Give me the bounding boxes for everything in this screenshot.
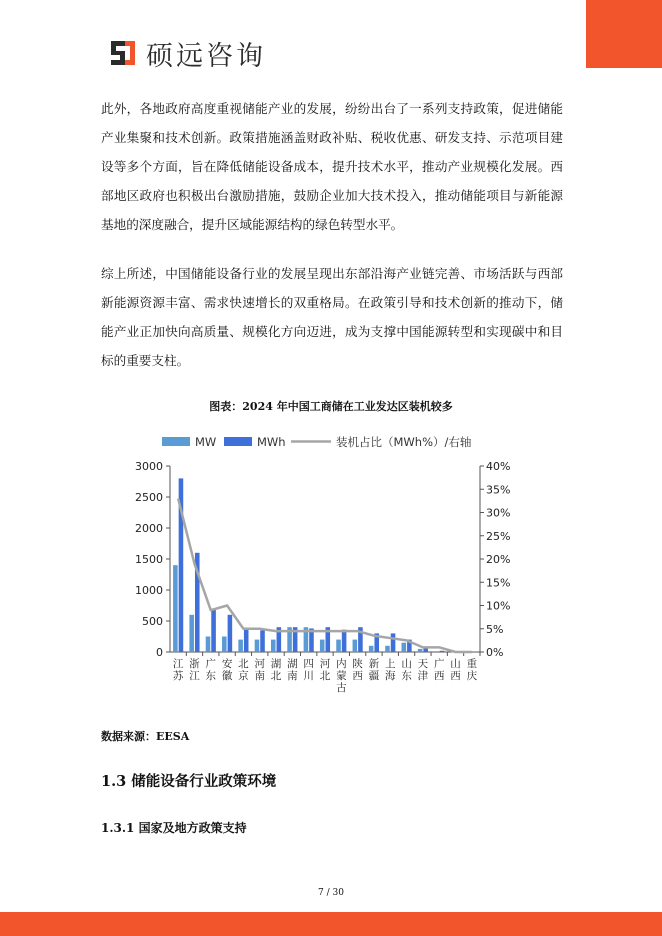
bar-mw-湖北 [271,640,276,652]
bar-mw-陕西 [353,640,358,652]
bar-mw-广东 [206,637,211,653]
body-paragraph-2: 综上所述，中国储能设备行业的发展呈现出东部沿海产业链完善、市场活跃与西部新能源资源丰富、需求快速增长的双重格局。在政策引导和技术创新的推动下，储能产业正加快向高质量、规模化方向迈进，成为支撑中国能源转型和实现碳中和目标的重要支柱。 [101,266,563,368]
body-paragraph-1: 此外，各地政府高度重视储能产业的发展，纷纷出台了一系列支持政策，促进储能产业集聚和技术创新。政策措施涵盖财政补贴、税收优惠、研发支持、示范项目建设等多个方面，旨在降低储能设备成本，提升技术水平，推动产业规模化发展。西部地区政府也积极出台激励措施，鼓励企业加大技术投入，推动储能项目与新能源基地的深度融合，提升区域能源结构的绿色转型水平。 [101,101,563,232]
x-tick-label-安徽: 安徽 [221,658,233,682]
bar-mwh-上海 [391,633,396,652]
x-tick-label-天津: 天津 [417,658,429,682]
legend-label-share: 装机占比（MWh%）/右轴 [336,435,472,449]
x-tick-label-广东: 广东 [205,658,217,682]
bar-mw-浙江 [189,615,194,652]
x-tick-label-湖北: 湖北 [270,658,282,682]
share-line [178,499,472,652]
x-tick-label-陕西: 陕西 [352,658,363,682]
bar-mw-安徽 [222,637,227,653]
x-tick-label-山西: 山西 [450,658,461,682]
bar-mwh-安徽 [228,615,233,652]
x-tick-label-广西: 广西 [433,658,445,682]
y-tick-label-left: 1000 [135,584,163,597]
bar-mw-北京 [238,640,243,652]
source-note: 数据来源：EESA [101,730,190,743]
y-tick-label-right: 35% [486,483,511,497]
page-number: 7 / 30 [318,888,344,898]
bar-mw-江苏 [173,565,178,652]
header-accent-block [586,0,662,68]
y-tick-label-right: 5% [486,622,504,636]
x-tick-label-四川: 四川 [303,658,314,682]
legend-label-mwh: MWh [257,435,286,449]
y-tick-label-right: 30% [486,506,511,520]
x-tick-label-河北: 河北 [319,658,331,682]
y-tick-label-left: 2500 [135,491,163,504]
x-tick-label-内蒙古: 内蒙古 [336,658,347,694]
chart-caption: 图表：2024 年中国工商储在工业发达区装机较多 [209,400,453,413]
brand-name: 硕远咨询 [146,40,266,72]
y-tick-label-left: 3000 [135,460,163,473]
y-tick-label-left: 2000 [135,522,163,535]
subsection-heading: 1.3.1 国家及地方政策支持 [101,821,247,835]
x-tick-label-上海: 上海 [385,658,396,682]
bar-mwh-内蒙古 [342,630,347,652]
bar-mw-新疆 [369,646,374,652]
bar-mwh-广西 [440,651,445,652]
y-tick-label-right: 15% [486,576,511,590]
y-tick-label-left: 0 [156,646,163,659]
y-tick-label-left: 500 [142,615,163,628]
bar-mw-河北 [320,640,325,652]
legend-swatch-mw [162,437,190,446]
section-heading: 1.3 储能设备行业政策环境 [101,773,277,790]
x-tick-label-湖南: 湖南 [287,658,298,682]
brand-mark-icon [108,38,138,68]
y-tick-label-right: 0% [486,646,504,659]
x-tick-label-山东: 山东 [401,658,412,682]
legend-label-mw: MW [195,435,217,449]
bar-mw-内蒙古 [336,640,341,652]
y-tick-label-right: 40% [486,460,511,473]
y-tick-label-right: 25% [486,529,511,543]
bar-mw-山东 [402,643,407,652]
bar-mwh-广东 [211,609,216,652]
x-tick-label-重庆: 重庆 [466,658,478,682]
bar-mwh-天津 [423,648,428,652]
installation-bar-chart [130,428,511,718]
x-tick-label-浙江: 浙江 [189,658,200,682]
bar-mw-天津 [418,649,423,652]
y-tick-label-right: 10% [486,599,511,613]
bar-mwh-河南 [260,630,265,652]
y-tick-label-left: 1500 [135,553,163,566]
x-tick-label-江苏: 江苏 [172,658,184,682]
x-tick-label-新疆: 新疆 [368,658,380,682]
brand-logo [108,36,266,70]
x-tick-label-河南: 河南 [254,658,265,682]
y-tick-label-right: 20% [486,553,511,566]
legend-swatch-mwh [224,437,252,446]
x-tick-label-北京: 北京 [238,658,249,682]
bar-mw-上海 [385,646,390,652]
bar-mw-河南 [255,640,260,652]
footer-accent-bar [0,912,662,936]
bar-mwh-北京 [244,628,249,652]
